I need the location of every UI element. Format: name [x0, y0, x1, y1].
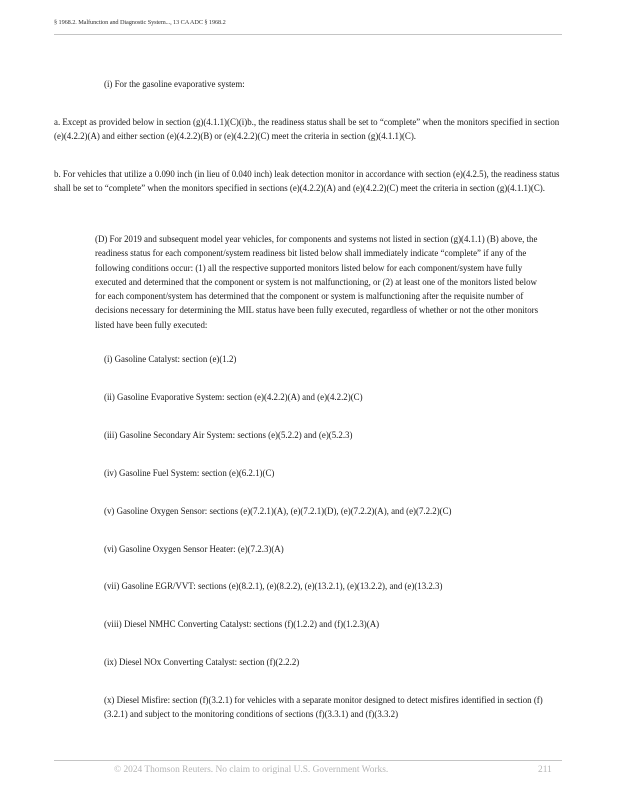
footer-divider [54, 760, 562, 761]
list-item: (viii) Diesel NMHC Converting Catalyst: sections (f)(1.2.2) and (f)(1.2.3)(A) [104, 619, 380, 629]
list-item: (vii) Gasoline EGR/VVT: sections (e)(8.2.1), (e)(8.2.2), (e)(13.2.1), (e)(13.2.2), and (e)(13.2.3) [104, 581, 443, 591]
list-item: (iii) Gasoline Secondary Air System: sections (e)(5.2.2) and (e)(5.2.3) [104, 430, 353, 440]
list-item: (iv) Gasoline Fuel System: section (e)(6.2.1)(C) [104, 468, 275, 478]
list-item: (x) Diesel Misfire: section (f)(3.2.1) for vehicles with a separate monitor designed to detect misfires identified in section (f)(3.2.1) and subject to the monitoring conditions of sections (f)(3.3.1) and (f)(3.3.2) [104, 695, 543, 720]
page-number: 211 [538, 765, 552, 775]
paragraph-a: a. Except as provided below in section (g)(4.1.1)(C)(i)b., the readiness status shall be set to “complete” when the monitors specified in section (e)(4.2.2)(A) and either section (e)(4.2.2)(B) or (e)(4.2.2)(C) meet the criteria in section (g)(4.1.1)(C). [54, 117, 560, 142]
paragraph-d: (D) For 2019 and subsequent model year vehicles, for components and systems not listed in section (g)(4.1.1) (B) above, the readiness status for each component/system readiness bit listed below shall immediately indicate “complete” if any of the following conditions occur: (1) all the respective supported monitors listed below for each component/system have fully executed and determined that the component or system is not malfunctioning, or (2) at least one of the monitors listed below for each component/system has determined that the component or system is malfunctioning after the requisite number of decisions necessary for determining the MIL status have been fully executed, regardless of whether or not the other monitors listed have been fully executed: [95, 234, 539, 330]
list-item: (ix) Diesel NOx Converting Catalyst: section (f)(2.2.2) [104, 657, 300, 667]
running-head: § 1968.2. Malfunction and Diagnostic System..., 13 CA ADC § 1968.2 [54, 19, 226, 26]
header-divider [54, 34, 562, 35]
list-item: (v) Gasoline Oxygen Sensor: sections (e)(7.2.1)(A), (e)(7.2.1)(D), (e)(7.2.2)(A), and (e)(7.2.2)(C) [104, 506, 452, 516]
paragraph-b: b. For vehicles that utilize a 0.090 inch (in lieu of 0.040 inch) leak detection monitor in accordance with section (e)(4.2.5), the readiness status shall be set to “complete” when the monitors specified in sections (e)(4.2.2)(A) and (e)(4.2.2)(C) meet the criteria in section (g)(4.1.1)(C). [54, 169, 560, 194]
list-item: (vi) Gasoline Oxygen Sensor Heater: (e)(7.2.3)(A) [104, 544, 284, 554]
subsection-heading: (i) For the gasoline evaporative system: [104, 79, 245, 89]
list-item: (i) Gasoline Catalyst: section (e)(1.2) [104, 354, 237, 364]
list-item: (ii) Gasoline Evaporative System: section (e)(4.2.2)(A) and (e)(4.2.2)(C) [104, 392, 363, 402]
copyright-notice: © 2024 Thomson Reuters. No claim to original U.S. Government Works. [114, 765, 389, 775]
